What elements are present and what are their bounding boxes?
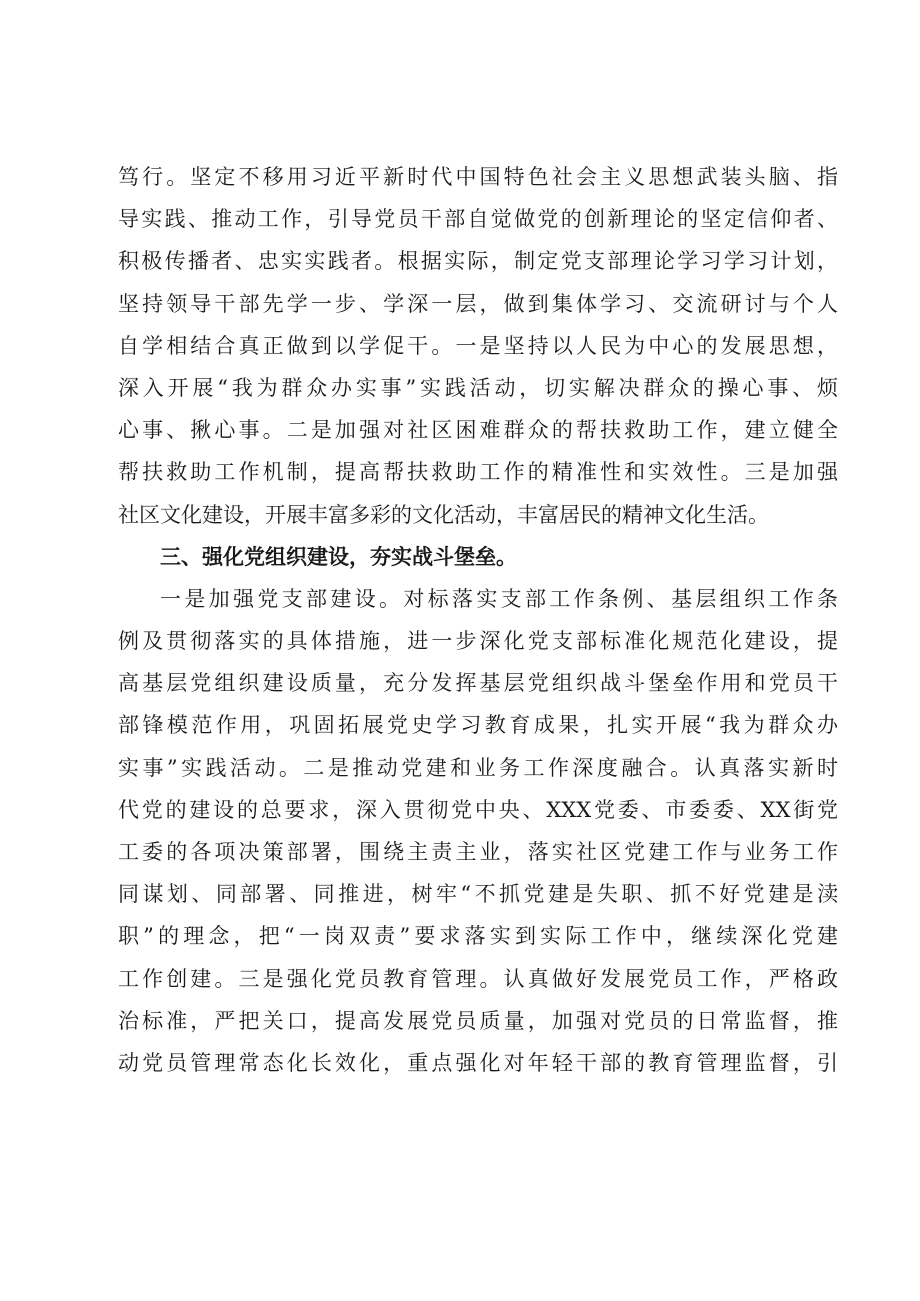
paragraph-1	[118, 156, 838, 536]
section-heading: 三、强化党组织建设，夯实战斗堡垒。	[160, 544, 517, 569]
paragraph-line: 例及贯彻落实的具体措施，进一步深化党支部标准化规范化建设，提	[118, 629, 838, 654]
paragraph-line: 心事、揪心事。二是加强对社区困难群众的帮扶救助工作，建立健全	[118, 418, 838, 443]
document-body	[118, 156, 838, 1084]
paragraph-line: 实事”实践活动。二是推动党建和业务工作深度融合。认真落实新时	[118, 755, 838, 780]
paragraph-line: 导实践、推动工作，引导党员干部自觉做党的创新理论的坚定信仰者、	[118, 207, 838, 232]
paragraph-line: 治标准，严把关口，提高发展党员质量，加强对党员的日常监督，推	[118, 1008, 838, 1033]
paragraph-line: 工作创建。三是强化党员教育管理。认真做好发展党员工作，严格政	[118, 966, 838, 991]
paragraph-line: 部锋模范作用，巩固拓展党史学习教育成果，扎实开展“我为群众办	[118, 713, 838, 738]
paragraph-line: 自学相结合真正做到以学促干。一是坚持以人民为中心的发展思想，	[118, 333, 838, 358]
paragraph-line: 工委的各项决策部署，围绕主责主业，落实社区党建工作与业务工作	[118, 840, 838, 864]
paragraph-line: 深入开展“我为群众办实事”实践活动，切实解决群众的操心事、烦	[118, 375, 838, 400]
paragraph-line: 笃行。坚定不移用习近平新时代中国特色社会主义思想武装头脑、指	[118, 165, 838, 189]
paragraph-line: 高基层党组织建设质量，充分发挥基层党组织战斗堡垒作用和党员干	[118, 671, 838, 696]
paragraph-line: 代党的建设的总要求，深入贯彻党中央、XXX党委、市委委、XX街党	[118, 797, 838, 822]
paragraph-line: 一是加强党支部建设。对标落实支部工作条例、基层组织工作条	[160, 586, 838, 611]
paragraph-line: 职”的理念，把“一岗双责”要求落实到实际工作中，继续深化党建	[118, 924, 838, 949]
paragraph-line: 社区文化建设，开展丰富多彩的文化活动，丰富居民的精神文化生活。	[118, 502, 769, 527]
paragraph-line: 积极传播者、忠实实践者。根据实际，制定党支部理论学习学习计划，	[118, 249, 838, 274]
paragraph-line: 动党员管理常态化长效化，重点强化对年轻干部的教育管理监督，引	[118, 1050, 838, 1075]
paragraph-line: 坚持领导干部先学一步、学深一层，做到集体学习、交流研讨与个人	[118, 291, 838, 316]
paragraph-line: 帮扶救助工作机制，提高帮扶救助工作的精准性和实效性。三是加强	[118, 460, 838, 485]
paragraph-2	[118, 578, 838, 1084]
paragraph-line: 同谋划、同部署、同推进，树牢“不抓党建是失职、抓不好党建是渎	[118, 882, 838, 907]
